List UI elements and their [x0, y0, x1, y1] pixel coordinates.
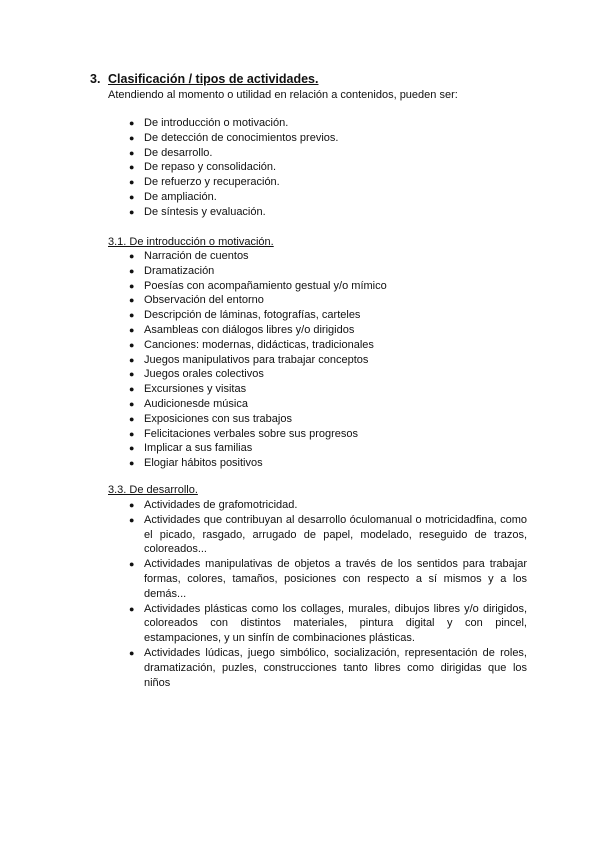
bullet-icon: ● [129, 251, 135, 261]
list-item: ● Exposiciones con sus trabajos [129, 412, 292, 425]
list-item: ● De desarrollo. [129, 146, 213, 159]
list-item: ● Actividades lúdicas, juego simbólico, socialización, representación de roles, dramatización, puzles, construcciones tanto libres como dirigidas que los niños [129, 646, 527, 689]
list-item: ● Observación del entorno [129, 294, 264, 307]
bullet-icon: ● [129, 295, 135, 306]
list-item: ● Asambleas con diálogos libres y/o dirigidos [129, 323, 355, 336]
bullet-icon: ● [129, 191, 135, 202]
bullet-icon: ● [129, 339, 135, 350]
bullet-icon: ● [129, 147, 135, 158]
bullet-icon: ● [129, 559, 135, 570]
list-item: ● Canciones: modernas, didácticas, tradicionales [129, 338, 374, 351]
section-heading [90, 72, 319, 86]
list-item: ● Narración de cuentos [129, 250, 249, 262]
bullet-icon: ● [129, 398, 135, 409]
list-item: ● Poesías con acompañamiento gestual y/o mímico [129, 279, 387, 292]
list-item: ● De ampliación. [129, 190, 217, 203]
activity-types-list [0, 116, 600, 220]
bullet-icon: ● [129, 310, 135, 321]
bullet-icon: ● [129, 384, 135, 395]
list-item: ● Audicionesde música [129, 397, 248, 410]
bullet-icon: ● [129, 177, 135, 188]
list-item: ● Juegos manipulativos para trabajar conceptos [129, 353, 369, 366]
bullet-icon: ● [129, 647, 135, 658]
list-item: ● Actividades manipulativas de objetos a través de los sentidos para trabajar formas, colores, tamaños, posiciones con respecto a sí mismos y a los demás... [129, 558, 527, 600]
list-item: ● De introducción o motivación. [129, 117, 289, 129]
bullet-icon: ● [129, 118, 135, 128]
bullet-icon: ● [129, 369, 135, 380]
list-item: ● Implicar a sus familias [129, 442, 253, 455]
section-title: Clasificación / tipos de actividades. [108, 72, 319, 86]
list-item: ● De repaso y consolidación. [129, 161, 277, 174]
bullet-icon: ● [129, 280, 135, 291]
subsection-heading-desarrollo: 3.3. De desarrollo. [108, 484, 198, 496]
list-item: ● Dramatización [129, 264, 215, 277]
list-item: ● Actividades plásticas como los collages, murales, dibujos libres y/o dirigidos, coloreados con distintos materiales, pintura digital y con pincel, estampaciones, y un sinfín de combinaciones plásticas. [129, 602, 527, 645]
bullet-icon: ● [129, 354, 135, 365]
bullet-icon: ● [129, 500, 135, 510]
list-item: ● De refuerzo y recuperación. [129, 176, 280, 189]
bullet-icon: ● [129, 265, 135, 276]
list-item: ● Actividades que contribuyan al desarrollo óculomanual o motricidadfina, como el picado, rasgado, arrugado de papel, modelado, reseguido de trazos, coloreados... [129, 513, 527, 556]
bullet-icon: ● [129, 324, 135, 335]
bullet-icon: ● [129, 162, 135, 173]
list-item: ● Descripción de láminas, fotografías, carteles [129, 309, 361, 322]
bullet-icon: ● [129, 413, 135, 424]
list-item: ● Elogiar hábitos positivos [129, 457, 263, 470]
section-number: 3. [90, 72, 101, 86]
bullet-icon: ● [129, 443, 135, 454]
list-item: ● Felicitaciones verbales sobre sus progresos [129, 427, 358, 440]
introduccion-activities-list [0, 249, 600, 471]
list-item: ● De detección de conocimientos previos. [129, 131, 339, 144]
bullet-icon: ● [129, 603, 135, 614]
list-item: ● Excursiones y visitas [129, 383, 247, 396]
desarrollo-activities-list [0, 498, 600, 690]
list-item: ● De síntesis y evaluación. [129, 205, 266, 218]
section-intro: Atendiendo al momento o utilidad en relación a contenidos, pueden ser: [108, 89, 458, 101]
bullet-icon: ● [129, 428, 135, 439]
bullet-icon: ● [129, 458, 135, 469]
bullet-icon: ● [129, 514, 135, 525]
subsection-heading-introduccion: 3.1. De introducción o motivación. [108, 236, 274, 248]
list-item: ● Actividades de grafomotricidad. [129, 499, 298, 511]
list-item: ● Juegos orales colectivos [129, 368, 264, 381]
bullet-icon: ● [129, 132, 135, 143]
bullet-icon: ● [129, 206, 135, 217]
